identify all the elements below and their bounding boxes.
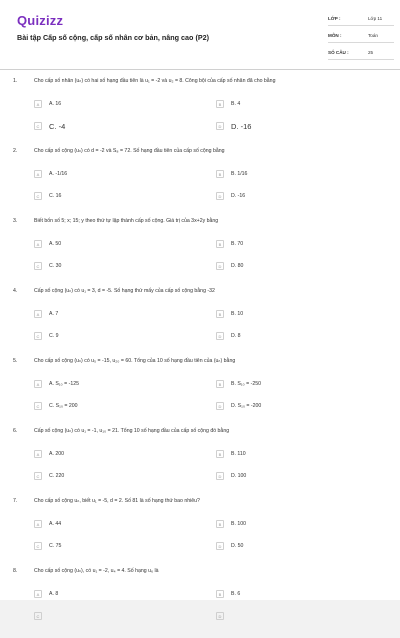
header [0,0,400,66]
answer-option-b[interactable] [216,589,366,599]
option-text: A. 16 [49,101,62,107]
question-number: 6. [13,428,18,434]
option-text: D. 50 [231,543,244,549]
answer-option-c[interactable] [34,471,184,481]
option-letter-box: B [216,240,224,248]
answer-option-c[interactable] [34,121,184,131]
meta-row-question-count [328,46,394,60]
answer-option-a[interactable] [34,379,184,389]
answer-option-d[interactable] [216,401,366,411]
meta-row-class [328,12,394,26]
option-letter-box: A [34,100,42,108]
meta-label: SỐ CÂU : [328,50,349,55]
option-letter-box: C [34,612,42,620]
answer-option-c[interactable] [34,191,184,201]
option-letter-box: A [34,170,42,178]
answer-option-a[interactable] [34,519,184,529]
option-text: B. 70 [231,241,244,247]
question-text: Biết bốn số 5; x; 15; y theo thứ tự lập thành cấp số cộng. Giá trị của 3x+2y bằng [34,218,219,224]
question-number: 7. [13,498,18,504]
option-text: C. S₁₀ = 200 [49,403,78,409]
option-text: A. 200 [49,451,64,457]
option-letter-box: C [34,122,42,130]
option-letter-box: A [34,380,42,388]
option-letter-box: D [216,332,224,340]
option-text: B. 110 [231,451,246,457]
answer-option-a[interactable] [34,99,184,109]
option-text: C. 75 [49,543,62,549]
option-letter-box: A [34,310,42,318]
question-text: Cấp số cộng (uₙ) có u₁ = 3, d = -5. Số hạng thứ mấy của cấp số cộng bằng -32 [34,288,215,294]
question-text: Cho cấp số cộng (uₙ) có u₅ = -15, u₂₀ = 60. Tổng của 10 số hạng đầu tiên của (uₙ) bằng [34,358,236,364]
option-text: C. 16 [49,193,62,199]
question-list [0,78,400,638]
question-item [0,358,400,428]
option-text: D. 100 [231,473,247,479]
option-letter-box: B [216,380,224,388]
answer-option-b[interactable] [216,519,366,529]
option-letter-box: A [34,590,42,598]
option-letter-box: C [34,192,42,200]
question-number: 4. [13,288,18,294]
option-letter-box: D [216,192,224,200]
meta-label: MÔN : [328,33,342,38]
quizizz-logo: Quizizz [17,13,64,28]
question-number: 2. [13,148,18,154]
option-text: D. -16 [231,193,246,199]
option-text: B. 100 [231,521,246,527]
option-text: C. -4 [49,121,66,131]
option-text: C. 30 [49,263,62,269]
question-number: 1. [13,78,18,84]
question-item [0,428,400,498]
answer-option-a[interactable] [34,239,184,249]
option-letter-box: C [34,332,42,340]
answer-option-c[interactable] [34,331,184,341]
header-divider [0,69,400,70]
option-text: D. -16 [231,121,252,131]
meta-info [328,12,394,63]
answer-option-c[interactable] [34,541,184,551]
option-letter-box: B [216,450,224,458]
option-letter-box: B [216,100,224,108]
answer-option-b[interactable] [216,169,366,179]
answer-option-d[interactable] [216,611,366,621]
option-text: B. 10 [231,311,244,317]
answer-option-c[interactable] [34,261,184,271]
option-text: D. 80 [231,263,244,269]
option-letter-box: B [216,590,224,598]
question-item [0,288,400,358]
question-item [0,78,400,148]
answer-option-b[interactable] [216,379,366,389]
option-letter-box: D [216,542,224,550]
answer-option-b[interactable] [216,99,366,109]
answer-option-d[interactable] [216,471,366,481]
option-letter-box: D [216,612,224,620]
option-text: A. 8 [49,591,59,597]
option-letter-box: B [216,170,224,178]
option-text: A. S₁₀ = -125 [49,381,80,387]
question-text: Cho cấp số nhân (uₙ) có hai số hạng đầu tiên là u₁ = -2 và u₂ = 8. Công bội của cấp số nhân đã cho bằng [34,78,276,84]
option-text: A. 7 [49,311,59,317]
meta-value: Toán [368,33,378,38]
question-number: 3. [13,218,18,224]
option-letter-box: A [34,240,42,248]
option-text: A. 44 [49,521,62,527]
option-text: B. 6 [231,591,241,597]
question-text: Cấp số cộng (uₙ) có u₁ = -1, u₁₀ = 21. Tổng 10 số hạng đầu của cấp số cộng đó bằng [34,428,230,434]
option-letter-box: C [34,472,42,480]
answer-option-b[interactable] [216,239,366,249]
option-text: C. 9 [49,333,59,339]
answer-option-b[interactable] [216,309,366,319]
question-text: Cho cấp số cộng (uₙ), có u₁ = -2, u₄ = 4. Số hạng u₆ là [34,568,159,574]
option-letter-box: D [216,122,224,130]
answer-option-d[interactable] [216,191,366,201]
option-letter-box: B [216,520,224,528]
question-number: 8. [13,568,18,574]
meta-row-subject [328,29,394,43]
answer-option-b[interactable] [216,449,366,459]
question-item [0,568,400,638]
answer-option-d[interactable] [216,331,366,341]
answer-option-a[interactable] [34,589,184,599]
answer-option-c[interactable] [34,611,184,621]
answer-option-c[interactable] [34,401,184,411]
option-letter-box: D [216,472,224,480]
option-letter-box: A [34,450,42,458]
answer-option-a[interactable] [34,309,184,319]
answer-option-a[interactable] [34,449,184,459]
option-text: D. S₁₀ = -200 [231,403,262,409]
option-text: B. 4 [231,101,241,107]
question-number: 5. [13,358,18,364]
option-letter-box: A [34,520,42,528]
question-item [0,498,400,568]
option-text: A. 50 [49,241,62,247]
option-letter-box: C [34,542,42,550]
answer-option-a[interactable] [34,169,184,179]
option-letter-box: C [34,262,42,270]
question-item [0,148,400,218]
meta-value: Lớp 11 [368,16,383,21]
option-letter-box: D [216,402,224,410]
option-letter-box: C [34,402,42,410]
meta-value: 25 [368,50,374,55]
option-text: B. S₁₀ = -250 [231,381,262,387]
meta-label: LỚP : [328,16,341,21]
answer-option-d[interactable] [216,541,366,551]
option-text: D. 8 [231,333,241,339]
question-item [0,218,400,288]
option-letter-box: D [216,262,224,270]
option-text: C. 220 [49,473,65,479]
question-text: Cho cấp số cộng (uₙ) có d = -2 và S₈ = 72. Số hạng đầu tiên của cấp số cộng bằng [34,148,225,154]
answer-option-d[interactable] [216,121,366,131]
question-text: Cho cấp số cộng uₙ, biết u₁ = -5, d = 2. Số 81 là số hạng thứ bao nhiêu? [34,498,200,504]
option-text: A. -1/16 [49,171,68,177]
answer-option-d[interactable] [216,261,366,271]
option-text: B. 1/16 [231,171,248,177]
option-letter-box: B [216,310,224,318]
document-title: Bài tập Cấp số cộng, cấp số nhân cơ bản, nâng cao (P2) [17,33,210,42]
